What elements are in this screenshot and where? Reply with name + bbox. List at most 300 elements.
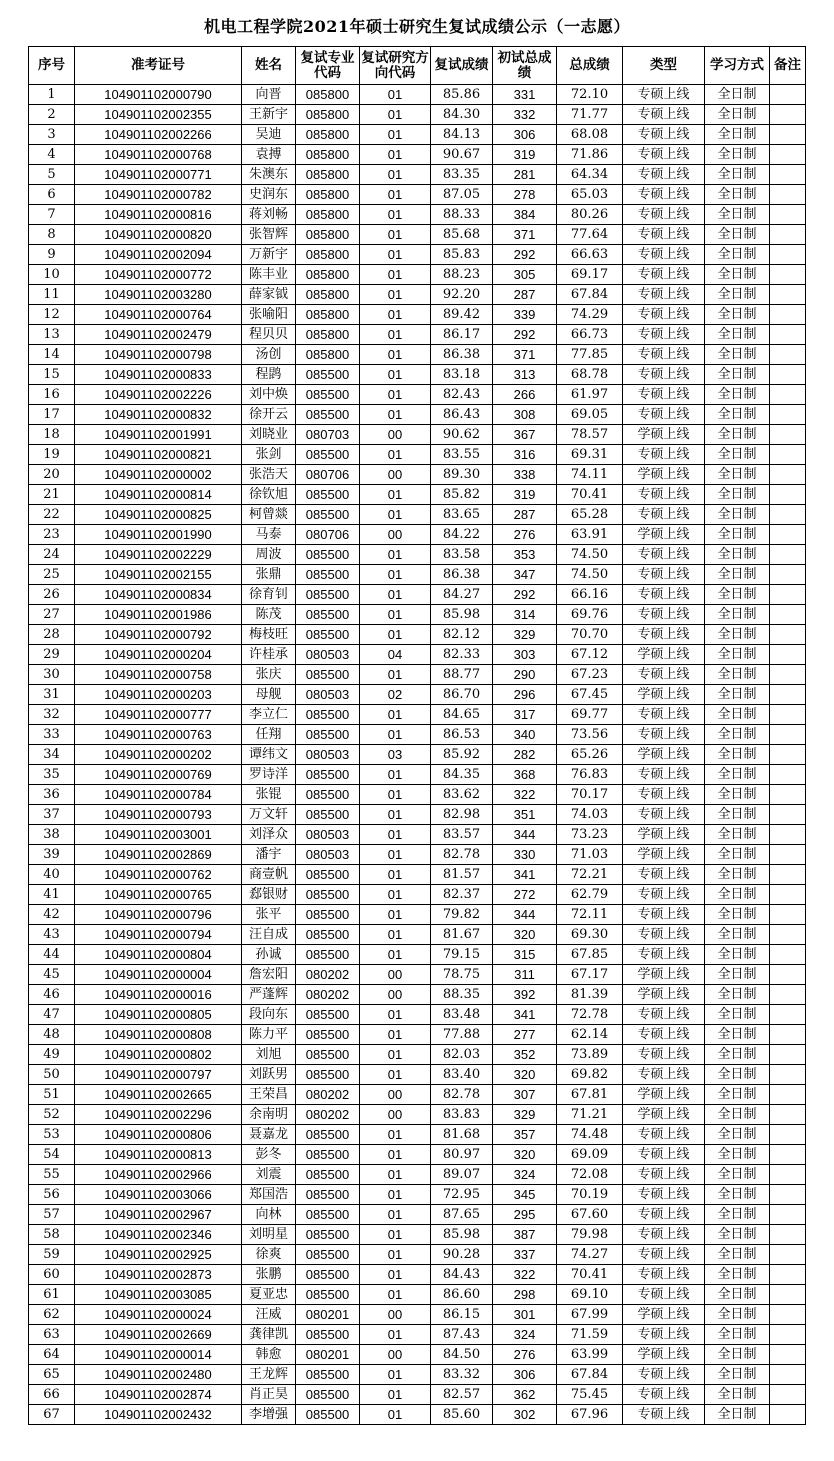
cell-remarks [770, 745, 806, 765]
cell-index: 57 [29, 1205, 75, 1225]
cell-study-mode: 全日制 [705, 345, 770, 365]
cell-remarks [770, 625, 806, 645]
cell-exam-number: 104901102000825 [75, 505, 242, 525]
cell-remarks [770, 905, 806, 925]
cell-direction-code: 00 [360, 465, 431, 485]
cell-major-code: 080202 [296, 985, 360, 1005]
cell-type: 专硕上线 [623, 225, 705, 245]
cell-major-code: 085500 [296, 625, 360, 645]
cell-index: 15 [29, 365, 75, 385]
cell-study-mode: 全日制 [705, 685, 770, 705]
cell-exam-number: 104901102002925 [75, 1245, 242, 1265]
cell-direction-code: 01 [360, 1065, 431, 1085]
table-row [29, 845, 806, 865]
cell-exam-number: 104901102000798 [75, 345, 242, 365]
cell-total-score: 72.78 [557, 1005, 623, 1025]
table-row [29, 1285, 806, 1305]
cell-name: 张锟 [242, 785, 296, 805]
table-row [29, 525, 806, 545]
cell-type: 学硕上线 [623, 845, 705, 865]
header-row [29, 47, 806, 85]
cell-name: 柯曾燚 [242, 505, 296, 525]
cell-remarks [770, 465, 806, 485]
cell-study-mode: 全日制 [705, 365, 770, 385]
cell-name: 万文轩 [242, 805, 296, 825]
cell-major-code: 085500 [296, 1265, 360, 1285]
cell-total-score: 67.60 [557, 1205, 623, 1225]
cell-remarks [770, 1145, 806, 1165]
table-row [29, 145, 806, 165]
cell-study-mode: 全日制 [705, 305, 770, 325]
cell-major-code: 085500 [296, 1245, 360, 1265]
cell-index: 29 [29, 645, 75, 665]
cell-index: 13 [29, 325, 75, 345]
table-row [29, 225, 806, 245]
cell-direction-code: 00 [360, 965, 431, 985]
cell-direction-code: 01 [360, 1165, 431, 1185]
cell-remarks [770, 1185, 806, 1205]
cell-major-code: 085800 [296, 85, 360, 105]
cell-remarks [770, 845, 806, 865]
cell-index: 36 [29, 785, 75, 805]
cell-type: 专硕上线 [623, 165, 705, 185]
cell-initial-score: 357 [493, 1125, 557, 1145]
cell-type: 专硕上线 [623, 1365, 705, 1385]
table-row [29, 425, 806, 445]
cell-total-score: 71.03 [557, 845, 623, 865]
cell-exam-number: 104901102001990 [75, 525, 242, 545]
page-title: 机电工程学院2021年硕士研究生复试成绩公示（一志愿） [203, 17, 631, 36]
cell-major-code: 085500 [296, 565, 360, 585]
cell-direction-code: 01 [360, 1365, 431, 1385]
cell-name: 孙诚 [242, 945, 296, 965]
table-row [29, 1185, 806, 1205]
cell-remarks [770, 805, 806, 825]
cell-name: 彭冬 [242, 1145, 296, 1165]
cell-name: 王新宇 [242, 105, 296, 125]
cell-total-score: 74.50 [557, 565, 623, 585]
cell-initial-score: 295 [493, 1205, 557, 1225]
cell-remarks [770, 1385, 806, 1405]
cell-initial-score: 314 [493, 605, 557, 625]
cell-direction-code: 01 [360, 725, 431, 745]
cell-total-score: 69.82 [557, 1065, 623, 1085]
table-row [29, 285, 806, 305]
cell-name: 陈茂 [242, 605, 296, 625]
cell-retest-score: 82.33 [431, 645, 493, 665]
cell-direction-code: 01 [360, 445, 431, 465]
cell-remarks [770, 165, 806, 185]
cell-retest-score: 86.17 [431, 325, 493, 345]
cell-exam-number: 104901102000814 [75, 485, 242, 505]
cell-direction-code: 00 [360, 425, 431, 445]
cell-retest-score: 82.57 [431, 1385, 493, 1405]
table-row [29, 1365, 806, 1385]
cell-index: 27 [29, 605, 75, 625]
cell-type: 专硕上线 [623, 605, 705, 625]
cell-major-code: 085800 [296, 345, 360, 365]
cell-study-mode: 全日制 [705, 945, 770, 965]
cell-remarks [770, 265, 806, 285]
table-row [29, 1025, 806, 1045]
table-row [29, 505, 806, 525]
cell-name: 蒋刘畅 [242, 205, 296, 225]
cell-type: 专硕上线 [623, 665, 705, 685]
cell-retest-score: 86.38 [431, 565, 493, 585]
cell-remarks [770, 405, 806, 425]
cell-exam-number: 104901102000802 [75, 1045, 242, 1065]
cell-index: 54 [29, 1145, 75, 1165]
header-remarks: 备注 [770, 47, 806, 85]
cell-index: 35 [29, 765, 75, 785]
cell-retest-score: 89.07 [431, 1165, 493, 1185]
cell-study-mode: 全日制 [705, 385, 770, 405]
cell-direction-code: 01 [360, 1225, 431, 1245]
cell-initial-score: 322 [493, 785, 557, 805]
header-name: 姓名 [242, 47, 296, 85]
cell-name: 郑国浩 [242, 1185, 296, 1205]
cell-study-mode: 全日制 [705, 1345, 770, 1365]
cell-retest-score: 90.62 [431, 425, 493, 445]
cell-study-mode: 全日制 [705, 625, 770, 645]
cell-type: 专硕上线 [623, 1405, 705, 1425]
cell-initial-score: 344 [493, 825, 557, 845]
cell-name: 龚律凯 [242, 1325, 296, 1345]
table-row [29, 705, 806, 725]
cell-major-code: 085500 [296, 585, 360, 605]
cell-type: 专硕上线 [623, 945, 705, 965]
cell-retest-score: 87.65 [431, 1205, 493, 1225]
cell-index: 2 [29, 105, 75, 125]
cell-remarks [770, 225, 806, 245]
cell-index: 1 [29, 85, 75, 105]
cell-total-score: 62.14 [557, 1025, 623, 1045]
cell-direction-code: 02 [360, 685, 431, 705]
cell-remarks [770, 385, 806, 405]
cell-remarks [770, 1245, 806, 1265]
cell-initial-score: 266 [493, 385, 557, 405]
cell-name: 潘宇 [242, 845, 296, 865]
cell-total-score: 71.77 [557, 105, 623, 125]
cell-type: 专硕上线 [623, 265, 705, 285]
cell-exam-number: 104901102000762 [75, 865, 242, 885]
cell-total-score: 72.11 [557, 905, 623, 925]
cell-initial-score: 392 [493, 985, 557, 1005]
cell-type: 专硕上线 [623, 1065, 705, 1085]
cell-study-mode: 全日制 [705, 985, 770, 1005]
cell-study-mode: 全日制 [705, 705, 770, 725]
cell-study-mode: 全日制 [705, 865, 770, 885]
cell-type: 学硕上线 [623, 1105, 705, 1125]
table-row [29, 1325, 806, 1345]
cell-index: 41 [29, 885, 75, 905]
cell-remarks [770, 705, 806, 725]
cell-total-score: 74.11 [557, 465, 623, 485]
table-row [29, 885, 806, 905]
cell-index: 63 [29, 1325, 75, 1345]
cell-retest-score: 88.77 [431, 665, 493, 685]
table-row [29, 465, 806, 485]
table-row [29, 1225, 806, 1245]
cell-major-code: 080201 [296, 1305, 360, 1325]
cell-index: 17 [29, 405, 75, 425]
cell-name: 汤创 [242, 345, 296, 365]
cell-major-code: 085500 [296, 1025, 360, 1045]
cell-type: 专硕上线 [623, 185, 705, 205]
cell-direction-code: 01 [360, 1025, 431, 1045]
cell-retest-score: 79.82 [431, 905, 493, 925]
cell-remarks [770, 825, 806, 845]
cell-index: 34 [29, 745, 75, 765]
cell-major-code: 085500 [296, 605, 360, 625]
table-row [29, 125, 806, 145]
cell-initial-score: 287 [493, 505, 557, 525]
cell-direction-code: 01 [360, 185, 431, 205]
cell-direction-code: 01 [360, 1045, 431, 1065]
cell-remarks [770, 85, 806, 105]
cell-total-score: 72.08 [557, 1165, 623, 1185]
cell-direction-code: 01 [360, 325, 431, 345]
cell-name: 徐钦旭 [242, 485, 296, 505]
cell-index: 49 [29, 1045, 75, 1065]
cell-retest-score: 78.75 [431, 965, 493, 985]
cell-retest-score: 83.18 [431, 365, 493, 385]
cell-initial-score: 306 [493, 1365, 557, 1385]
cell-direction-code: 01 [360, 505, 431, 525]
cell-retest-score: 86.60 [431, 1285, 493, 1305]
cell-remarks [770, 345, 806, 365]
cell-remarks [770, 1005, 806, 1025]
cell-initial-score: 290 [493, 665, 557, 685]
cell-major-code: 080503 [296, 845, 360, 865]
cell-exam-number: 104901102000793 [75, 805, 242, 825]
cell-exam-number: 104901102000758 [75, 665, 242, 685]
cell-type: 专硕上线 [623, 145, 705, 165]
cell-total-score: 72.21 [557, 865, 623, 885]
cell-name: 母舰 [242, 685, 296, 705]
cell-retest-score: 89.42 [431, 305, 493, 325]
cell-index: 33 [29, 725, 75, 745]
cell-major-code: 085500 [296, 485, 360, 505]
cell-retest-score: 77.88 [431, 1025, 493, 1045]
cell-retest-score: 84.43 [431, 1265, 493, 1285]
cell-total-score: 76.83 [557, 765, 623, 785]
cell-name: 张庆 [242, 665, 296, 685]
cell-index: 11 [29, 285, 75, 305]
cell-exam-number: 104901102000816 [75, 205, 242, 225]
cell-major-code: 085500 [296, 1405, 360, 1425]
cell-initial-score: 277 [493, 1025, 557, 1045]
cell-exam-number: 104901102002094 [75, 245, 242, 265]
cell-remarks [770, 1085, 806, 1105]
cell-total-score: 77.85 [557, 345, 623, 365]
cell-index: 46 [29, 985, 75, 1005]
cell-index: 56 [29, 1185, 75, 1205]
cell-exam-number: 104901102002296 [75, 1105, 242, 1125]
cell-name: 向晋 [242, 85, 296, 105]
cell-total-score: 65.28 [557, 505, 623, 525]
table-row [29, 1405, 806, 1425]
cell-study-mode: 全日制 [705, 465, 770, 485]
cell-direction-code: 01 [360, 705, 431, 725]
cell-retest-score: 89.30 [431, 465, 493, 485]
table-row [29, 1305, 806, 1325]
cell-retest-score: 85.60 [431, 1405, 493, 1425]
cell-major-code: 085500 [296, 1285, 360, 1305]
table-row [29, 805, 806, 825]
cell-retest-score: 79.15 [431, 945, 493, 965]
cell-retest-score: 83.57 [431, 825, 493, 845]
cell-index: 48 [29, 1025, 75, 1045]
cell-total-score: 69.05 [557, 405, 623, 425]
cell-initial-score: 332 [493, 105, 557, 125]
cell-name: 吴迪 [242, 125, 296, 145]
cell-total-score: 71.21 [557, 1105, 623, 1125]
cell-name: 徐开云 [242, 405, 296, 425]
table-row [29, 1085, 806, 1105]
cell-exam-number: 104901102002346 [75, 1225, 242, 1245]
cell-index: 52 [29, 1105, 75, 1125]
cell-retest-score: 83.83 [431, 1105, 493, 1125]
cell-retest-score: 86.53 [431, 725, 493, 745]
cell-direction-code: 01 [360, 585, 431, 605]
cell-retest-score: 90.67 [431, 145, 493, 165]
cell-major-code: 085500 [296, 505, 360, 525]
cell-initial-score: 311 [493, 965, 557, 985]
table-row [29, 325, 806, 345]
cell-type: 专硕上线 [623, 1225, 705, 1245]
table-row [29, 785, 806, 805]
cell-remarks [770, 685, 806, 705]
cell-total-score: 66.16 [557, 585, 623, 605]
cell-remarks [770, 245, 806, 265]
cell-name: 夏亚忠 [242, 1285, 296, 1305]
cell-index: 23 [29, 525, 75, 545]
cell-remarks [770, 1405, 806, 1425]
cell-name: 汪威 [242, 1305, 296, 1325]
cell-direction-code: 01 [360, 625, 431, 645]
cell-exam-number: 104901102002226 [75, 385, 242, 405]
cell-major-code: 080503 [296, 645, 360, 665]
cell-total-score: 69.31 [557, 445, 623, 465]
cell-remarks [770, 1065, 806, 1085]
cell-major-code: 085500 [296, 405, 360, 425]
cell-name: 刘明星 [242, 1225, 296, 1245]
cell-type: 专硕上线 [623, 345, 705, 365]
cell-study-mode: 全日制 [705, 805, 770, 825]
cell-name: 程鹍 [242, 365, 296, 385]
cell-retest-score: 82.03 [431, 1045, 493, 1065]
cell-name: 程贝贝 [242, 325, 296, 345]
cell-total-score: 75.45 [557, 1385, 623, 1405]
cell-major-code: 085500 [296, 1045, 360, 1065]
cell-name: 徐育钊 [242, 585, 296, 605]
cell-retest-score: 88.23 [431, 265, 493, 285]
cell-total-score: 67.45 [557, 685, 623, 705]
cell-index: 25 [29, 565, 75, 585]
cell-exam-number: 104901102000002 [75, 465, 242, 485]
cell-total-score: 67.84 [557, 1365, 623, 1385]
cell-retest-score: 90.28 [431, 1245, 493, 1265]
cell-retest-score: 72.95 [431, 1185, 493, 1205]
header-exam-number: 准考证号 [75, 47, 242, 85]
cell-initial-score: 287 [493, 285, 557, 305]
cell-type: 专硕上线 [623, 625, 705, 645]
cell-type: 专硕上线 [623, 905, 705, 925]
cell-index: 20 [29, 465, 75, 485]
cell-total-score: 74.48 [557, 1125, 623, 1145]
cell-index: 60 [29, 1265, 75, 1285]
cell-type: 专硕上线 [623, 1385, 705, 1405]
cell-initial-score: 329 [493, 1105, 557, 1125]
cell-name: 万新宇 [242, 245, 296, 265]
table-row [29, 945, 806, 965]
cell-name: 向林 [242, 1205, 296, 1225]
table-row [29, 825, 806, 845]
cell-exam-number: 104901102002665 [75, 1085, 242, 1105]
cell-study-mode: 全日制 [705, 1025, 770, 1045]
cell-initial-score: 324 [493, 1165, 557, 1185]
cell-exam-number: 104901102002229 [75, 545, 242, 565]
cell-remarks [770, 1325, 806, 1345]
cell-retest-score: 86.43 [431, 405, 493, 425]
cell-major-code: 085500 [296, 1225, 360, 1245]
cell-retest-score: 83.65 [431, 505, 493, 525]
cell-index: 65 [29, 1365, 75, 1385]
cell-name: 薛家钺 [242, 285, 296, 305]
cell-study-mode: 全日制 [705, 1165, 770, 1185]
cell-study-mode: 全日制 [705, 965, 770, 985]
cell-type: 专硕上线 [623, 125, 705, 145]
cell-remarks [770, 1045, 806, 1065]
cell-name: 汪自成 [242, 925, 296, 945]
table-row [29, 1125, 806, 1145]
cell-type: 专硕上线 [623, 325, 705, 345]
cell-direction-code: 01 [360, 805, 431, 825]
cell-type: 专硕上线 [623, 785, 705, 805]
table-row [29, 405, 806, 425]
cell-type: 专硕上线 [623, 805, 705, 825]
cell-study-mode: 全日制 [705, 265, 770, 285]
cell-name: 王荣昌 [242, 1085, 296, 1105]
cell-exam-number: 104901102000004 [75, 965, 242, 985]
cell-name: 聂嘉龙 [242, 1125, 296, 1145]
cell-type: 专硕上线 [623, 305, 705, 325]
cell-retest-score: 81.68 [431, 1125, 493, 1145]
cell-direction-code: 01 [360, 1385, 431, 1405]
cell-initial-score: 330 [493, 845, 557, 865]
cell-study-mode: 全日制 [705, 1265, 770, 1285]
cell-index: 50 [29, 1065, 75, 1085]
cell-name: 梅枝旺 [242, 625, 296, 645]
cell-study-mode: 全日制 [705, 225, 770, 245]
header-major-code: 复试专业代码 [296, 47, 360, 85]
cell-index: 5 [29, 165, 75, 185]
cell-direction-code: 01 [360, 1325, 431, 1345]
cell-name: 李立仁 [242, 705, 296, 725]
table-row [29, 245, 806, 265]
cell-study-mode: 全日制 [705, 105, 770, 125]
cell-total-score: 67.12 [557, 645, 623, 665]
cell-initial-score: 384 [493, 205, 557, 225]
cell-direction-code: 01 [360, 665, 431, 685]
cell-total-score: 79.98 [557, 1225, 623, 1245]
cell-type: 学硕上线 [623, 1345, 705, 1365]
cell-type: 专硕上线 [623, 105, 705, 125]
cell-remarks [770, 645, 806, 665]
table-row [29, 685, 806, 705]
cell-type: 学硕上线 [623, 745, 705, 765]
